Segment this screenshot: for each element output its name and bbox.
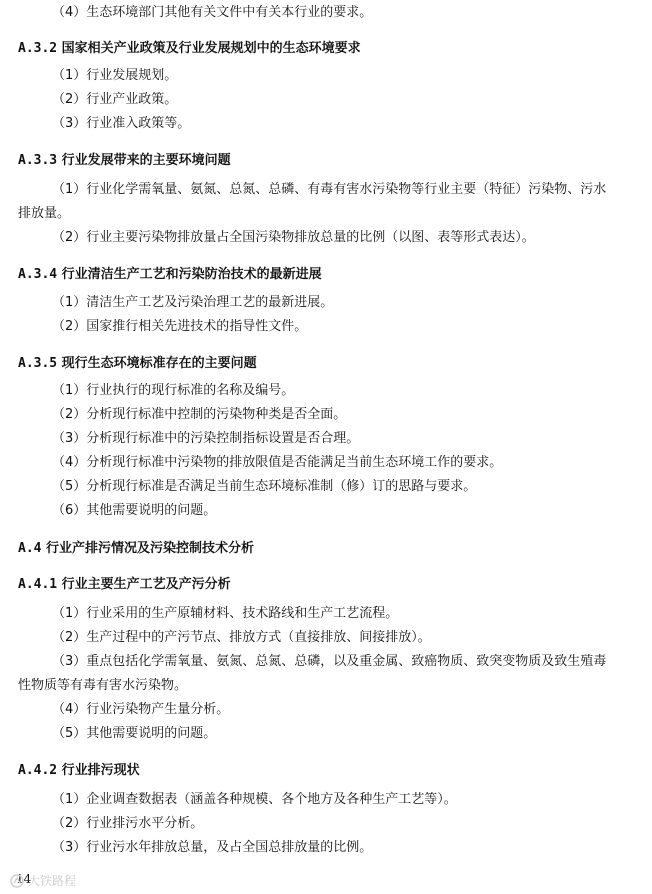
page-number: 14	[16, 872, 32, 886]
list-item: （4）行业污染物产生量分析。	[52, 702, 230, 717]
list-item-continuation: 排放量。	[18, 206, 71, 221]
watermark-logo-icon	[10, 874, 24, 888]
section-heading	[0, 152, 652, 170]
section-number: A.3.2	[18, 41, 58, 56]
section-heading	[0, 266, 652, 284]
list-item: （1）行业化学需氧量、氨氮、总氮、总磷、有毒有害水污染物等行业主要（特征）污染物、污水	[52, 182, 607, 197]
watermark-text: 大铁路程	[28, 874, 77, 888]
section-title: 行业清洁生产工艺和污染防治技术的最新进展	[61, 267, 322, 282]
section-number: A.3.5	[18, 356, 58, 371]
list-item: （5）分析现行标准是否满足当前生态环境标准制（修）订的思路与要求。	[52, 479, 477, 494]
list-item: （2）生产过程中的产污节点、排放方式（直接排放、间接排放）。	[52, 630, 431, 645]
section-title: 行业产排污情况及污染控制技术分析	[46, 541, 255, 556]
list-item: （3）行业污水年排放总量，及占全国总排放量的比例。	[52, 840, 373, 855]
list-item-continuation: 性物质等有毒有害水污染物。	[18, 678, 188, 693]
section-heading	[0, 40, 652, 58]
section-heading	[0, 762, 652, 780]
list-item: （1）企业调查数据表（涵盖各种规模、各个地方及各种生产工艺等）。	[52, 792, 457, 807]
section-title: 行业主要生产工艺及产污分析	[61, 577, 231, 592]
section-number: A.3.4	[18, 267, 58, 282]
list-item: （1）清洁生产工艺及污染治理工艺的最新进展。	[52, 295, 334, 310]
list-item: （2）行业产业政策。	[52, 92, 178, 107]
list-item: （4）分析现行标准中污染物的排放限值是否能满足当前生态环境工作的要求。	[52, 455, 503, 470]
watermark	[10, 874, 76, 888]
list-item: （5）其他需要说明的问题。	[52, 726, 217, 741]
section-heading	[0, 355, 652, 373]
list-item: （2）国家推行相关先进技术的指导性文件。	[52, 319, 308, 334]
section-title: 国家相关产业政策及行业发展规划中的生态环境要求	[61, 41, 361, 56]
list-item: （3）行业准入政策等。	[52, 116, 191, 131]
section-number: A.4	[18, 541, 42, 556]
section-title: 现行生态环境标准存在的主要问题	[61, 356, 257, 371]
list-item: （1）行业采用的生产原辅材料、技术路线和生产工艺流程。	[52, 606, 399, 621]
list-item: （3）分析现行标准中的污染控制指标设置是否合理。	[52, 431, 360, 446]
list-item: （2）分析现行标准中控制的污染物种类是否全面。	[52, 407, 347, 422]
list-item: （2）行业主要污染物排放量占全国污染物排放总量的比例（以图、表等形式表达）。	[52, 230, 535, 245]
section-title: 行业排污现状	[61, 763, 140, 778]
list-item: （2）行业排污水平分析。	[52, 816, 204, 831]
list-item: （3）重点包括化学需氧量、氨氮、总氮、总磷，以及重金属、致癌物质、致突变物质及致生殖毒	[52, 654, 607, 669]
section-title: 行业发展带来的主要环境问题	[61, 153, 231, 168]
section-number: A.4.1	[18, 577, 58, 592]
list-item: （1）行业执行的现行标准的名称及编号。	[52, 383, 295, 398]
list-item: （4）生态环境部门其他有关文件中有关本行业的要求。	[52, 5, 373, 20]
section-heading	[0, 576, 652, 594]
list-item: （1）行业发展规划。	[52, 68, 178, 83]
list-item: （6）其他需要说明的问题。	[52, 503, 217, 518]
section-heading	[0, 540, 652, 558]
section-number: A.3.3	[18, 153, 58, 168]
section-number: A.4.2	[18, 763, 58, 778]
